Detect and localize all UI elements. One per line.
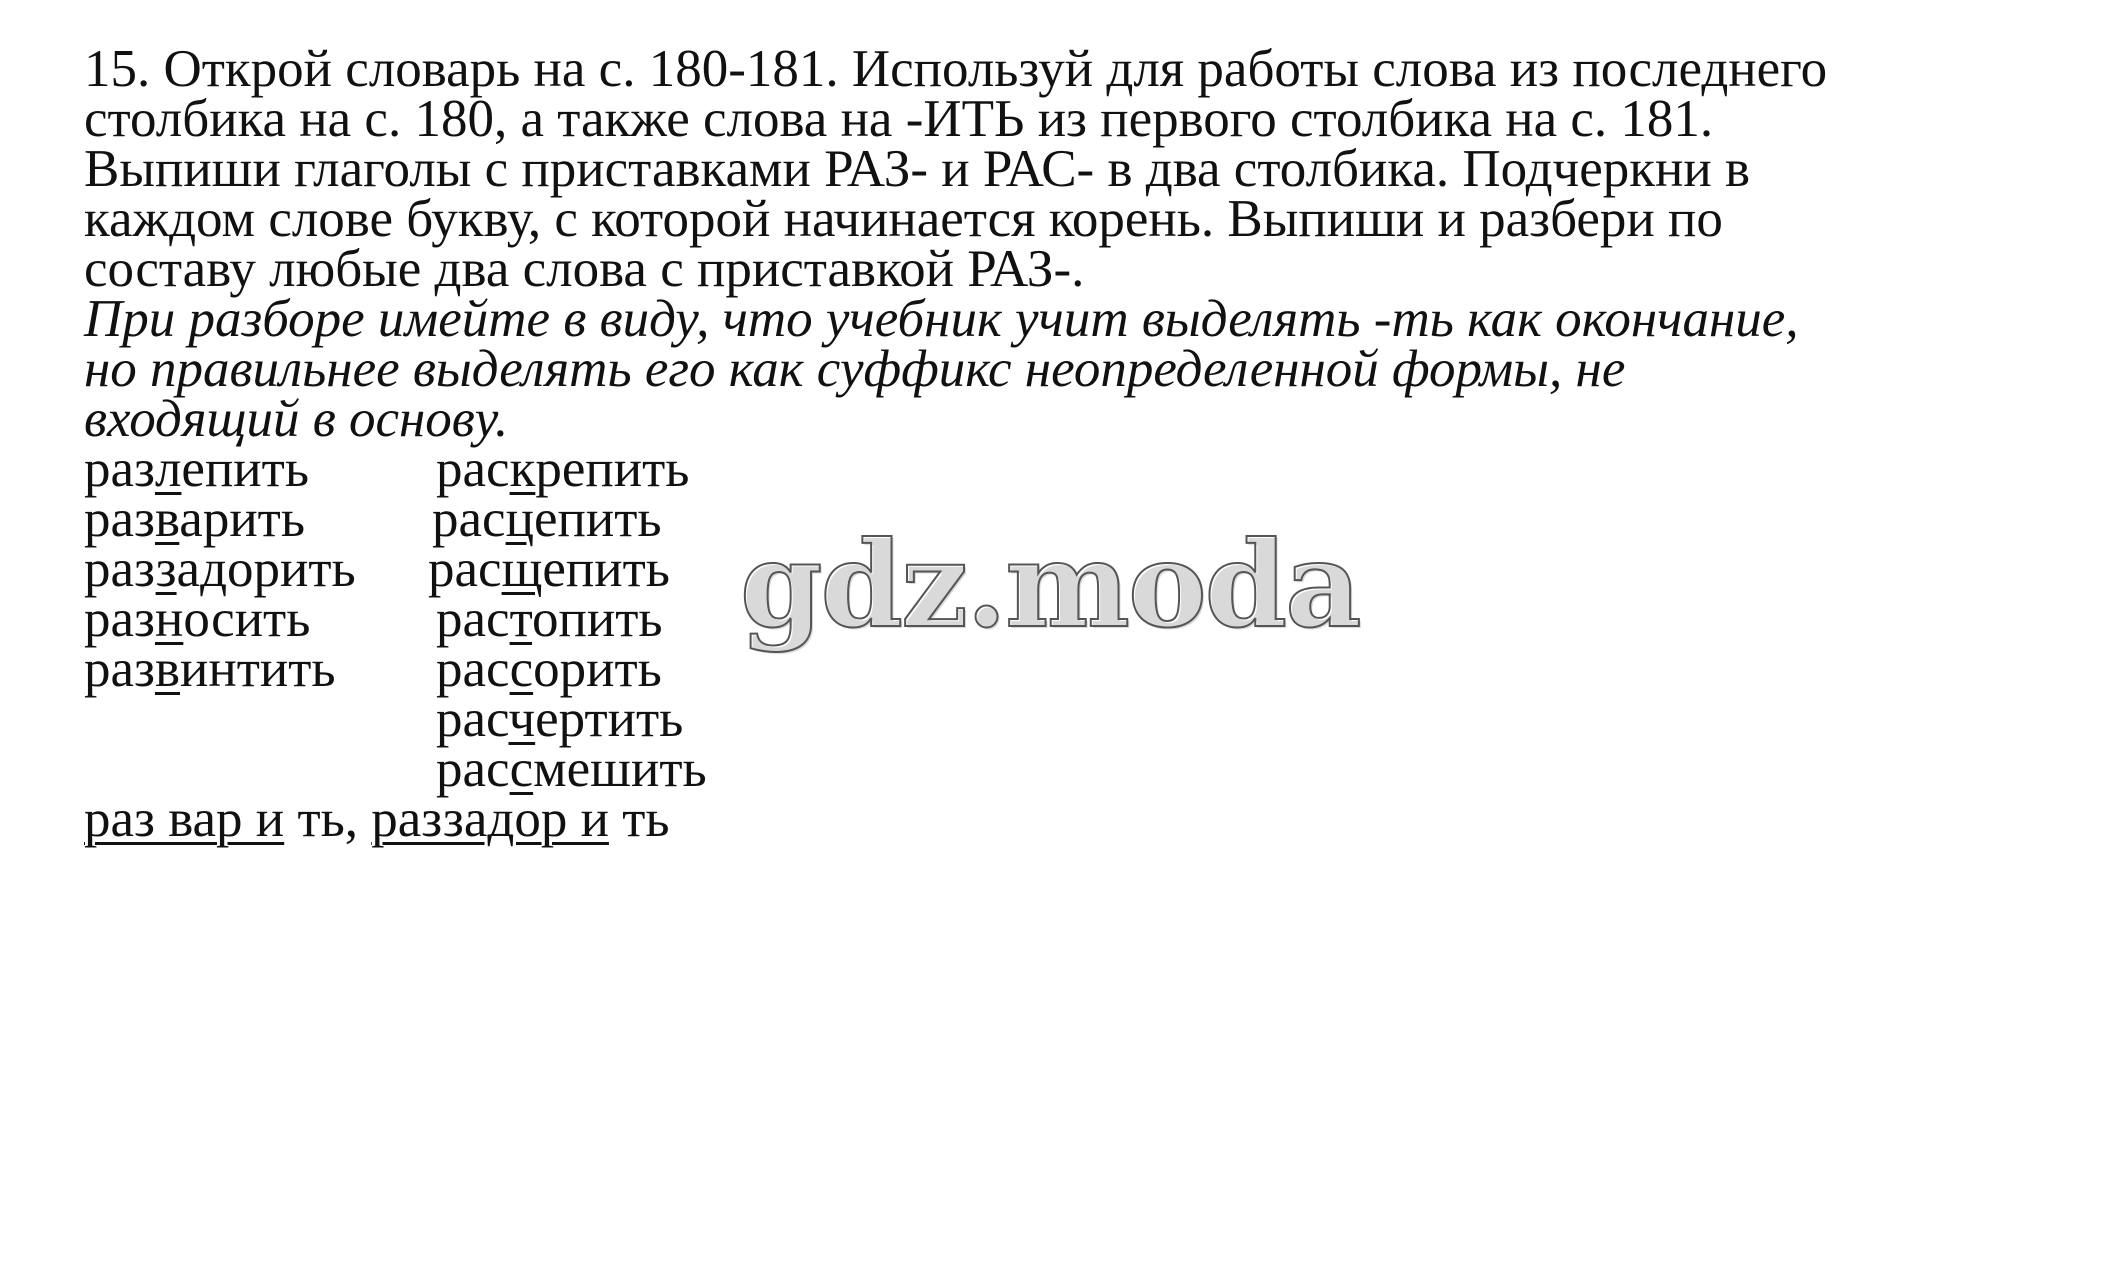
word-rest: мешить xyxy=(533,740,707,798)
root-first-letter: с xyxy=(509,640,534,698)
word-rest: арить xyxy=(179,490,306,548)
prefix: раз xyxy=(84,440,155,498)
note-line-1: При разборе имейте в виду, что учебник учит выделять -ть как окончание, xyxy=(84,290,1799,348)
prefix: раз xyxy=(84,590,155,648)
prefix: рас xyxy=(436,690,509,748)
prefix: рас xyxy=(436,440,510,498)
root-first-letter: к xyxy=(509,440,536,498)
word-rest: епить xyxy=(181,440,310,498)
word-suffix: ть xyxy=(608,790,670,848)
root-first-letter: л xyxy=(154,440,182,498)
task-line-2: столбика на с. 180, а также слова на -ИТЬ из первого столбика на с. 181. xyxy=(84,90,1714,148)
watermark-logo: gdz.moda xyxy=(740,515,1360,654)
root-first-letter: в xyxy=(154,490,180,548)
word-rest: интить xyxy=(180,640,336,698)
word-rest: орить xyxy=(533,640,662,698)
note-line-2: но правильнее выделять его как суффикс неопределенной формы, не xyxy=(84,340,1626,398)
note-line-3: входящий в основу. xyxy=(84,390,509,448)
word-rest: ертить xyxy=(535,690,684,748)
root-first-letter: н xyxy=(154,590,184,648)
task-line-5: составу любые два слова с приставкой РАЗ-. xyxy=(84,240,1085,298)
word-stem: раззадор и xyxy=(371,790,609,848)
word-rest: осить xyxy=(183,590,311,648)
morpheme-parse xyxy=(84,786,670,852)
root-first-letter: ц xyxy=(505,490,534,548)
root-first-letter: в xyxy=(154,640,180,698)
word-rest: адорить xyxy=(176,540,356,598)
word-rest: епить xyxy=(542,540,670,598)
root-first-letter: з xyxy=(155,540,177,598)
prefix: рас xyxy=(436,740,510,798)
prefix: рас xyxy=(436,640,510,698)
root-first-letter: щ xyxy=(501,540,543,598)
word-stem: раз вар и xyxy=(84,790,285,848)
prefix: раз xyxy=(84,490,155,548)
raz-word xyxy=(84,636,336,702)
prefix: раз xyxy=(84,640,155,698)
task-line-4: каждом слове букву, с которой начинается корень. Выпиши и разбери по xyxy=(84,190,1723,248)
prefix: рас xyxy=(432,490,506,548)
root-first-letter: с xyxy=(509,740,534,798)
prefix: рас xyxy=(428,540,502,598)
task-line-3: Выпиши глаголы с приставками РАЗ- и РАС- в два столбика. Подчеркни в xyxy=(84,140,1750,198)
word-rest: репить xyxy=(535,440,690,498)
word-rest: епить xyxy=(533,490,662,548)
root-first-letter: т xyxy=(509,590,533,648)
task-line-1: 15. Открой словарь на с. 180-181. Используй для работы слова из последнего xyxy=(84,40,1828,98)
word-rest: опить xyxy=(532,590,663,648)
root-first-letter: ч xyxy=(508,690,536,748)
prefix: рас xyxy=(436,590,510,648)
word-suffix: ть, xyxy=(284,790,372,848)
prefix: раз xyxy=(84,540,156,598)
